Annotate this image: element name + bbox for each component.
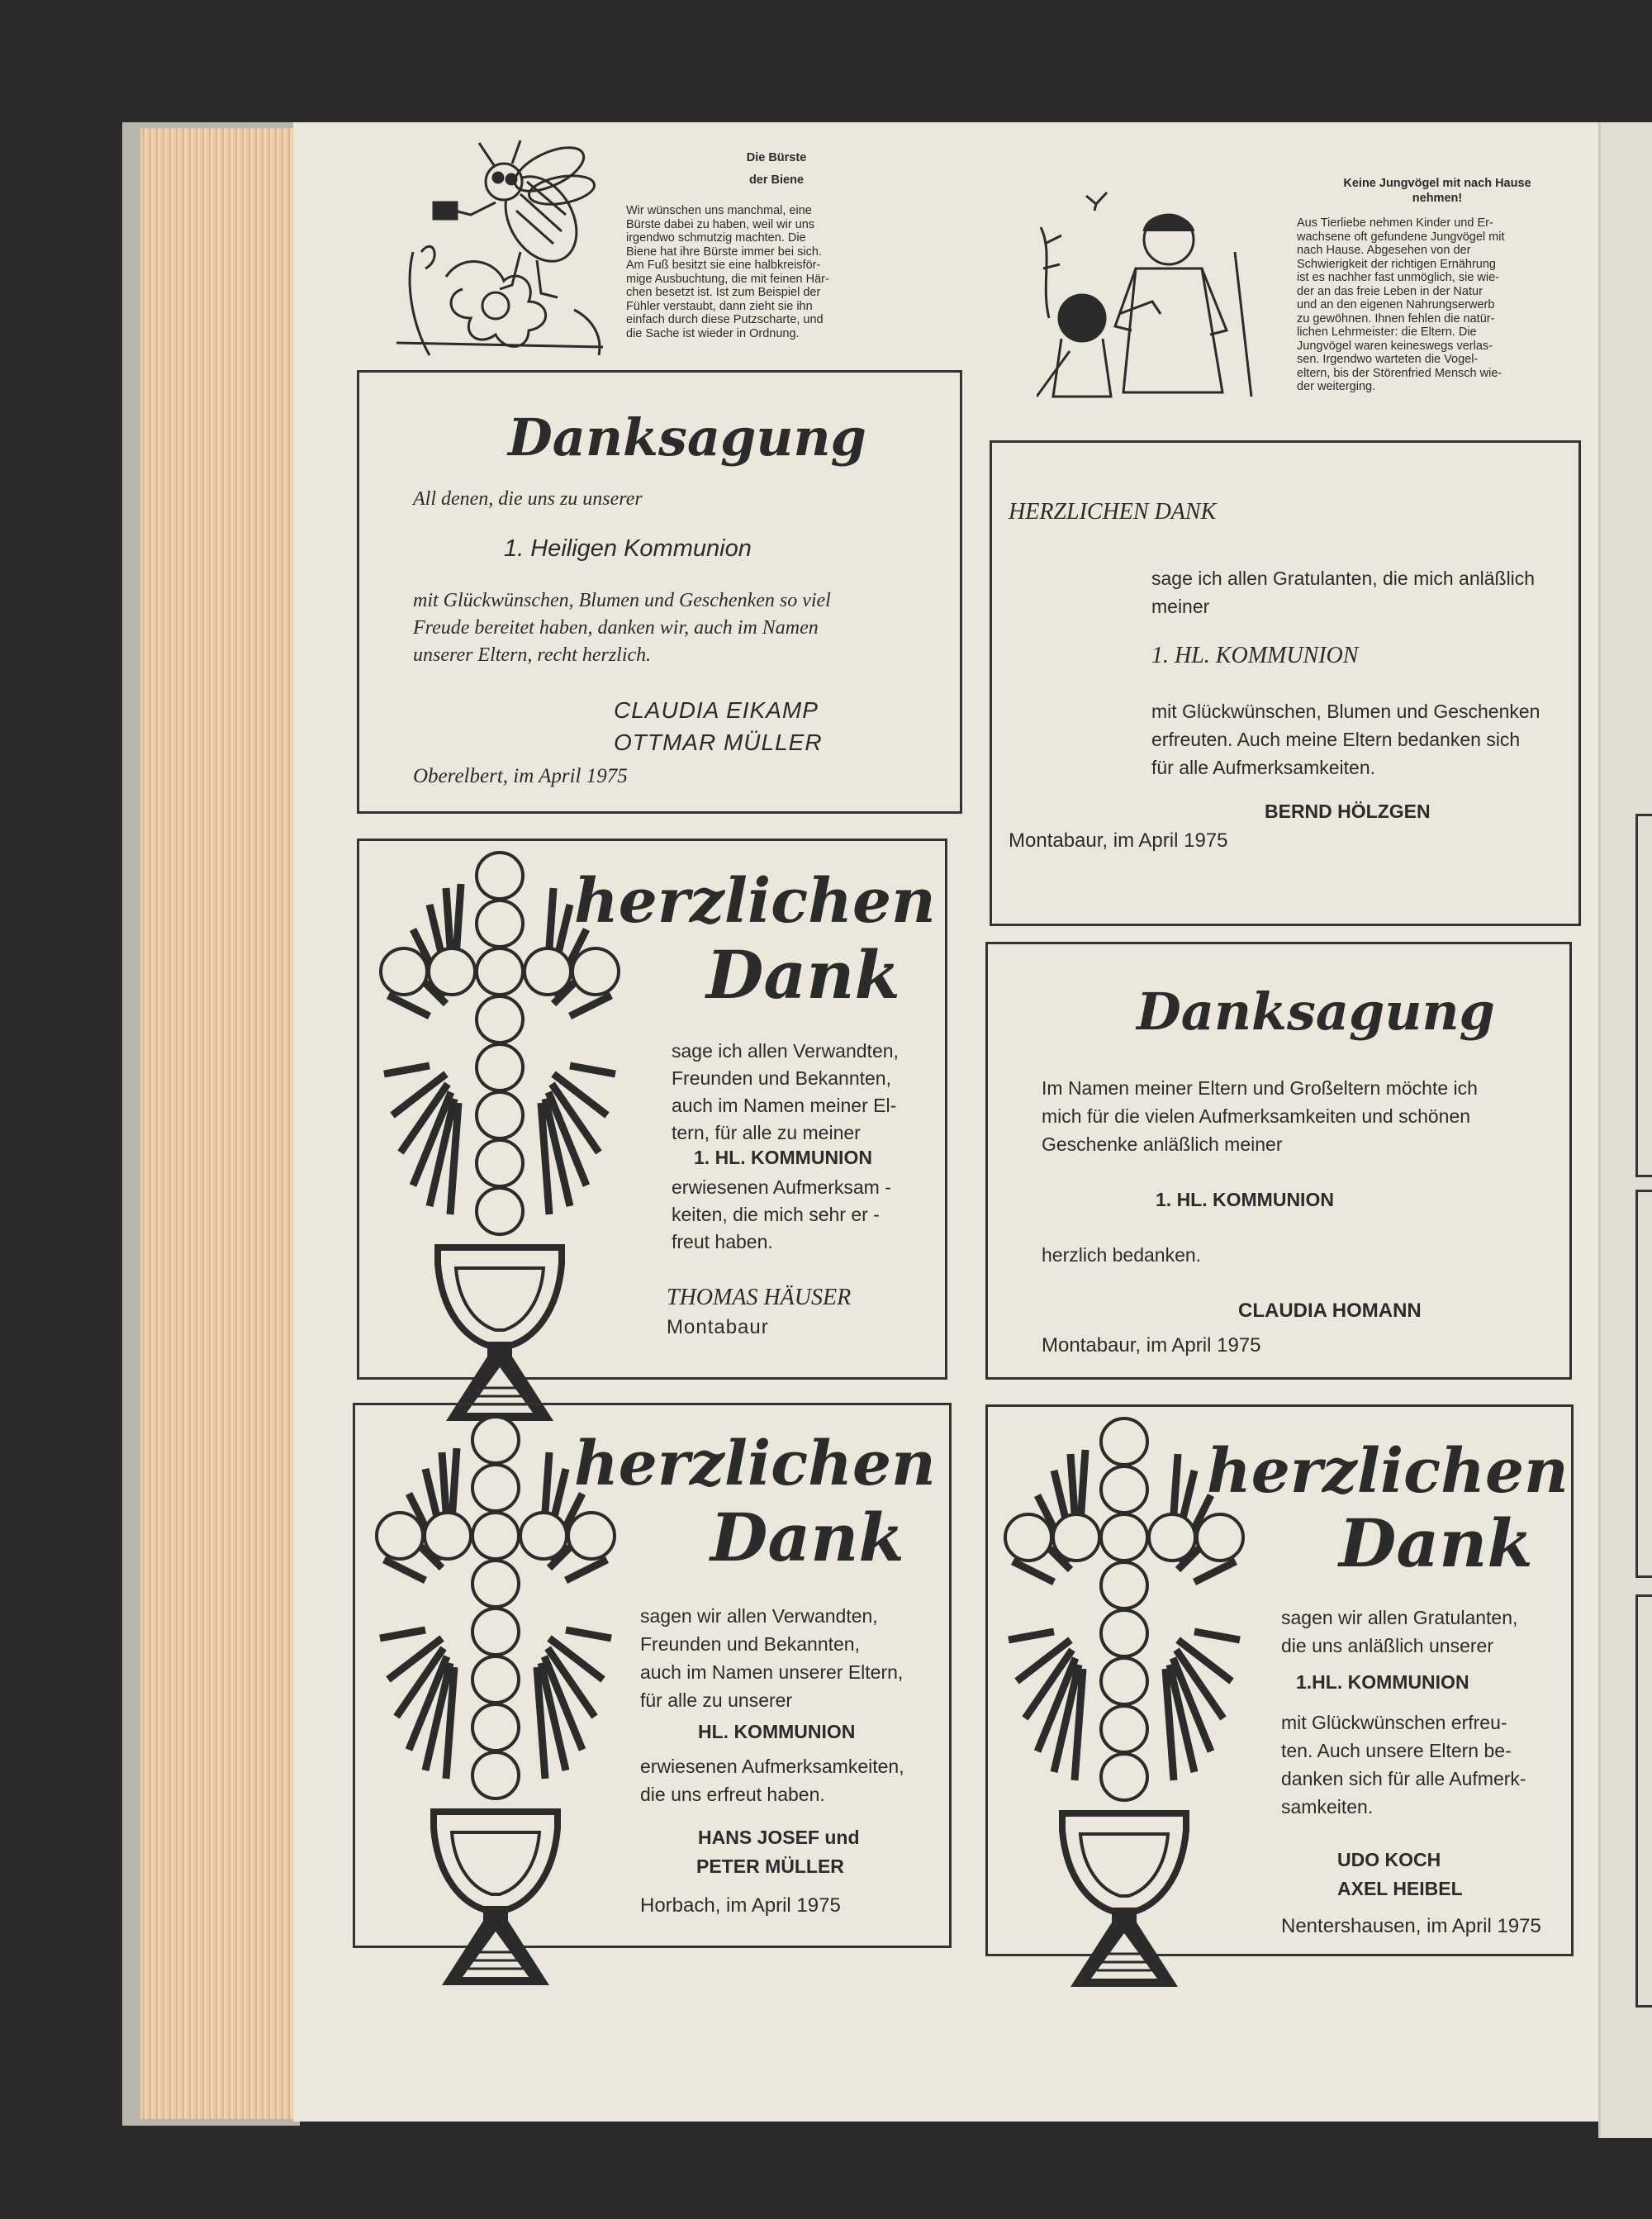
cross-chalice-icon (372, 1415, 620, 1993)
bee-article-body (626, 204, 911, 340)
ad-place-date: Montabaur, im April 1975 (1042, 1334, 1261, 1357)
ad-name: CLAUDIA HOMANN (1238, 1300, 1422, 1322)
ad-eikamp-mueller (357, 370, 962, 814)
ad-occasion: 1.HL. KOMMUNION (1296, 1671, 1469, 1693)
next-page-box-edge (1635, 814, 1652, 1177)
ad-body: sagen wir allen Verwandten, Freunden und Bekannten, auch im Namen unserer Eltern, für alle zu unserer (640, 1605, 904, 1711)
ad-body: sage ich allen Verwandten, Freunden und Bekannten, auch im Namen meiner El- tern, für alle zu meiner (672, 1040, 899, 1143)
ad-heading: Dank (710, 1499, 904, 1576)
bird-line: nach Hause. Abgesehen von der (1297, 244, 1471, 257)
bird-line: zu gewöhnen. Ihnen fehlen die natür- (1297, 311, 1495, 325)
ad-heading: HERZLICHEN DANK (1009, 499, 1217, 525)
ad-heading: Danksagung (1137, 981, 1495, 1042)
bee-line: Bürste dabei zu haben, weil wir uns (626, 217, 815, 231)
bee-line: irgendwo schmutzig machten. Die (626, 231, 806, 245)
man-child-bird-illustration (1037, 186, 1260, 401)
ad-place: Montabaur (667, 1316, 769, 1338)
bird-line: und an den eigenen Nahrungserwerb (1297, 298, 1495, 311)
ad-occasion: 1. HL. KOMMUNION (1151, 643, 1359, 668)
ad-name: OTTMAR MÜLLER (614, 729, 823, 755)
ad-name: BERND HÖLZGEN (1265, 801, 1431, 822)
cross-chalice-icon (376, 851, 624, 1429)
bird-article-title-2: nehmen! (1412, 192, 1463, 205)
bird-line: der weiterging. (1297, 380, 1376, 393)
ad-occasion: 1. HL. KOMMUNION (694, 1147, 872, 1168)
ad-body: herzlich bedanken. (1042, 1244, 1202, 1266)
ad-koch-heibel (985, 1404, 1574, 1956)
ad-intro: All denen, die uns zu unserer (413, 488, 643, 510)
ad-place-date: Oberelbert, im April 1975 (413, 765, 628, 787)
bee-line: Am Fuß besitzt sie eine halbkreisför- (626, 259, 821, 272)
ad-name: HANS JOSEF und (698, 1827, 860, 1848)
next-page-box-edge (1635, 1190, 1652, 1578)
next-page-box-edge (1635, 1594, 1652, 2008)
bird-line: ist es nachher fast unmöglich, sie wie- (1297, 271, 1499, 284)
bird-article-body (1297, 216, 1582, 394)
ad-body: sagen wir allen Gratulanten, die uns anläßlich unserer (1281, 1607, 1518, 1656)
ad-place-date: Horbach, im April 1975 (640, 1894, 841, 1917)
ad-heading: Danksagung (508, 407, 866, 468)
ad-body: mit Glückwünschen, Blumen und Geschenken so viel Freude bereitet haben, danken wir, auch im Namen unserer Eltern, recht herzlich. (413, 590, 831, 666)
ad-place-date: Nentershausen, im April 1975 (1281, 1915, 1541, 1937)
bee-article-title-2: der Biene (748, 173, 805, 187)
ad-body: sage ich allen Gratulanten, die mich anläßlich meiner (1151, 568, 1536, 617)
ad-body: erwiesenen Aufmerksamkeiten, die uns erfreut haben. (640, 1756, 904, 1805)
bird-line: Aus Tierliebe nehmen Kinder und Er- (1297, 216, 1493, 230)
ad-heading: herzlichen (574, 1428, 936, 1499)
bird-line: sen. Irgendwo warteten die Vogel- (1297, 353, 1479, 366)
ad-hans-josef-peter-mueller (353, 1403, 952, 1948)
ad-occasion: 1. Heiligen Kommunion (504, 535, 752, 562)
ad-heading: herzlichen (574, 866, 936, 937)
bird-line: der an das freie Leben in der Natur (1297, 284, 1483, 298)
ad-heading: Dank (1339, 1504, 1533, 1582)
ad-body: mit Glückwünschen erfreu- ten. Auch unsere Eltern be- danken sich für alle Aufmerk- samkeiten. (1281, 1712, 1526, 1817)
ad-name: PETER MÜLLER (696, 1856, 844, 1877)
bird-article-title-1: Keine Jungvögel mit nach Hause (1343, 177, 1531, 190)
ad-homann (985, 942, 1572, 1380)
ad-haeuser (357, 839, 947, 1380)
page-block-edge (140, 128, 297, 2119)
bee-line: die Sache ist wieder in Ordnung. (626, 326, 800, 340)
bird-line: wachsene oft gefundene Jungvögel mit (1297, 230, 1505, 244)
ad-name: UDO KOCH (1337, 1849, 1441, 1870)
bee-line: Biene hat ihre Bürste immer bei sich. (626, 245, 822, 259)
bee-line: einfach durch diese Putzscharte, und (626, 313, 824, 326)
bird-line: Jungvögel waren keineswegs verlas- (1297, 339, 1493, 353)
ad-heading: Dank (706, 936, 900, 1014)
ad-body: erwiesenen Aufmerksam - keiten, die mich sehr er - freut haben. (672, 1176, 891, 1252)
ad-heading: herzlichen (1207, 1436, 1569, 1507)
ad-name: CLAUDIA EIKAMP (614, 697, 819, 723)
bee-line: mige Ausbuchtung, die mit feinen Här- (626, 272, 829, 286)
ad-name: AXEL HEIBEL (1337, 1878, 1463, 1899)
ad-hoelzgen (990, 440, 1581, 926)
bee-article-title-1: Die Bürste (746, 151, 807, 164)
bee-line: chen besetzt ist. Ist zum Beispiel der (626, 286, 821, 299)
bee-line: Fühler verstaubt, dann zieht sie ihn (626, 299, 813, 313)
ad-name: THOMAS HÄUSER (667, 1285, 852, 1310)
bird-line: eltern, bis der Störenfried Mensch wie- (1297, 366, 1502, 380)
bird-line: lichen Lehrmeister: die Eltern. Die (1297, 325, 1477, 339)
ad-occasion: HL. KOMMUNION (698, 1721, 856, 1742)
ad-occasion: 1. HL. KOMMUNION (1156, 1189, 1334, 1210)
ad-place-date: Montabaur, im April 1975 (1009, 829, 1228, 852)
bird-line: Schwierigkeit der richtigen Ernährung (1297, 257, 1496, 271)
bee-illustration (396, 136, 611, 359)
bee-line: Wir wünschen uns manchmal, eine (626, 204, 812, 217)
ad-body: mit Glückwünschen, Blumen und Geschenken erfreuten. Auch meine Eltern bedanken sich für alle Aufmerksamkeiten. (1151, 701, 1540, 778)
ad-body: Im Namen meiner Eltern und Großeltern möchte ich mich für die vielen Aufmerksamkeiten und schönen Geschenke anläßlich meiner (1042, 1077, 1478, 1155)
